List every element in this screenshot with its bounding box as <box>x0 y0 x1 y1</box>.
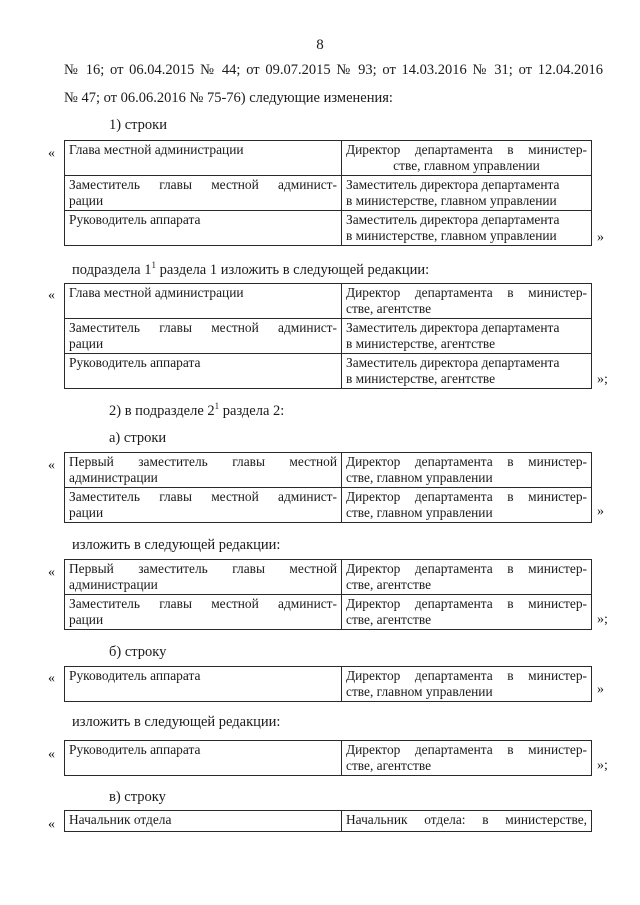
position-cell: Глава местной администрации <box>65 284 342 319</box>
position-cell: Заместитель главы местной админист- рации <box>65 176 342 211</box>
closing-quote: »; <box>597 372 608 387</box>
paragraph-replace-heading: подраздела $1^1$ раздела 1 изложить в следующей редакции: <box>72 260 430 278</box>
opening-quote: « <box>48 817 55 832</box>
table-row <box>65 811 592 832</box>
table-row <box>65 453 592 488</box>
table-row <box>65 354 592 389</box>
closing-quote: »; <box>597 758 608 773</box>
position-cell: Руководитель аппарата <box>65 354 342 389</box>
closing-quote: »; <box>597 612 608 627</box>
closing-quote: » <box>597 682 604 697</box>
replace-heading-2: изложить в следующей редакции: <box>72 714 281 730</box>
item-1-label: 1) строки <box>109 117 167 133</box>
intro-line-2: № 47; от 06.06.2016 № 75-76) следующие изменения: <box>64 90 393 106</box>
table-row <box>65 176 592 211</box>
position-cell: Первый заместитель главы местной администрации <box>65 453 342 488</box>
opening-quote: « <box>48 288 55 303</box>
equivalent-position-cell: Заместитель директора департамента в министерстве, агентстве <box>342 354 592 389</box>
position-cell: Заместитель главы местной админист- рации <box>65 319 342 354</box>
position-cell: Заместитель главы местной админист- рации <box>65 488 342 523</box>
closing-quote: » <box>597 230 604 245</box>
table-row <box>65 560 592 595</box>
position-cell: Руководитель аппарата <box>65 211 342 246</box>
opening-quote: « <box>48 747 55 762</box>
position-cell: Руководитель аппарата <box>65 667 342 702</box>
equivalent-position-cell: Директор департамента в министер- стве, главном управлении <box>342 667 592 702</box>
position-cell: Начальник отдела <box>65 811 342 832</box>
opening-quote: « <box>48 146 55 161</box>
item-2-label: 2) в подразделе $2^1$ раздела 2: <box>109 401 285 419</box>
closing-quote: » <box>597 504 604 519</box>
table-row <box>65 141 592 176</box>
table-current-rows-3 <box>64 666 592 702</box>
opening-quote: « <box>48 458 55 473</box>
equivalent-position-cell: Заместитель директора департамента в министерстве, агентстве <box>342 319 592 354</box>
opening-quote: « <box>48 565 55 580</box>
table-current-rows-4 <box>64 810 592 832</box>
equivalent-position-cell: Директор департамента в министер- стве, агентстве <box>342 284 592 319</box>
item-v-label: в) строку <box>109 789 166 805</box>
table-new-rows-2 <box>64 559 592 630</box>
equivalent-position-cell: Директор департамента в министер- стве, главном управлении <box>342 488 592 523</box>
table-row <box>65 211 592 246</box>
table-new-rows-3 <box>64 740 592 776</box>
table-row <box>65 319 592 354</box>
page-number: 8 <box>316 37 324 53</box>
table-new-rows-1 <box>64 283 592 389</box>
table-current-rows-1 <box>64 140 592 246</box>
position-cell: Руководитель аппарата <box>65 741 342 776</box>
equivalent-position-cell: Директор департамента в министер- стве, агентстве <box>342 560 592 595</box>
opening-quote: « <box>48 671 55 686</box>
table-current-rows-2 <box>64 452 592 523</box>
equivalent-position-cell: Заместитель директора департамента в министерстве, главном управлении <box>342 176 592 211</box>
equivalent-position-cell: Заместитель директора департамента в министерстве, главном управлении <box>342 211 592 246</box>
position-cell: Глава местной администрации <box>65 141 342 176</box>
item-a-label: а) строки <box>109 430 167 446</box>
table-row <box>65 284 592 319</box>
table-row <box>65 667 592 702</box>
position-cell: Первый заместитель главы местной администрации <box>65 560 342 595</box>
equivalent-position-cell: Начальник отдела: в министерстве, <box>342 811 592 832</box>
equivalent-position-cell: Директор департамента в министер- стве, главном управлении <box>342 453 592 488</box>
replace-heading-1: изложить в следующей редакции: <box>72 537 281 553</box>
table-row <box>65 488 592 523</box>
intro-line-1: № 16; от 06.04.2015 № 44; от 09.07.2015 № 93; от 14.03.2016 № 31; от 12.04.2016 <box>64 62 603 78</box>
position-cell: Заместитель главы местной админист- рации <box>65 595 342 630</box>
item-b-label: б) строку <box>109 644 167 660</box>
equivalent-position-cell: Директор департамента в министер- стве, главном управлении <box>342 141 592 176</box>
equivalent-position-cell: Директор департамента в министер- стве, агентстве <box>342 741 592 776</box>
equivalent-position-cell: Директор департамента в министер- стве, агентстве <box>342 595 592 630</box>
table-row <box>65 595 592 630</box>
table-row <box>65 741 592 776</box>
